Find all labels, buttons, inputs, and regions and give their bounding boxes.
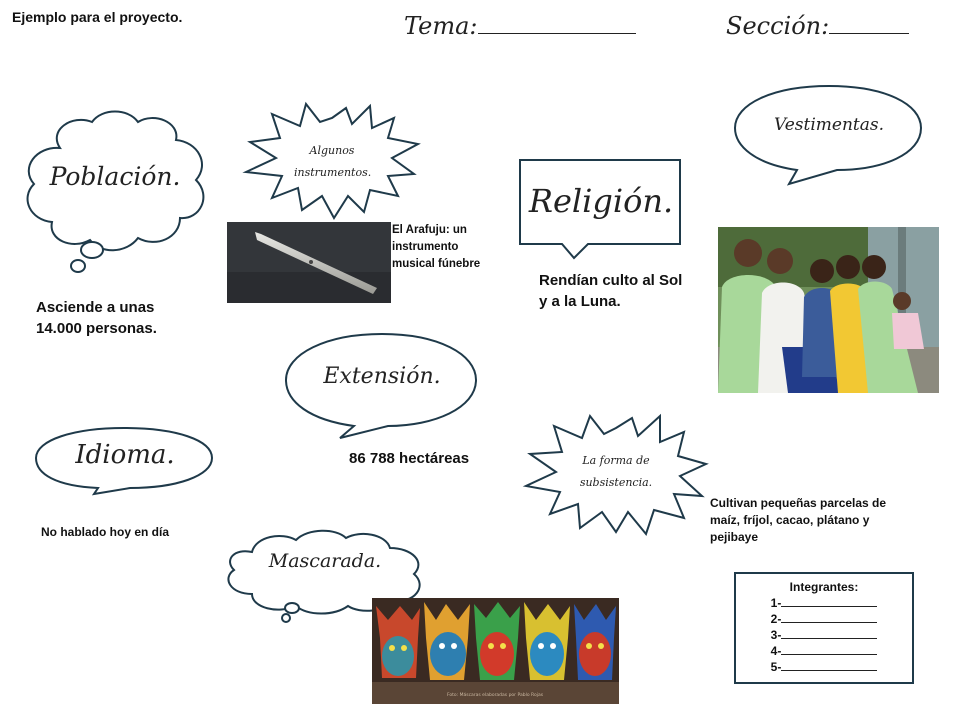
subsistencia-starburst bbox=[524, 412, 708, 536]
mascarada-photo bbox=[372, 598, 619, 704]
vestimentas-callout bbox=[733, 84, 925, 186]
idioma-text: No hablado hoy en día bbox=[41, 525, 170, 539]
mascarada-heading: Mascarada. bbox=[268, 550, 382, 572]
member-row-5 bbox=[736, 659, 912, 675]
poblacion-text: Asciende a unas 14.000 personas. bbox=[36, 299, 157, 337]
extension-text: 86 788 hectáreas bbox=[349, 450, 470, 467]
seccion-label: Sección: bbox=[726, 12, 830, 40]
member-blank bbox=[781, 629, 877, 639]
seccion-field bbox=[726, 12, 909, 40]
member-number: 4- bbox=[770, 644, 782, 658]
poblacion-cloud bbox=[20, 108, 210, 278]
tema-blank bbox=[478, 33, 636, 34]
subsistencia-text: Cultivan pequeñas parcelas de maíz, fríjol, cacao, plátano y pejibaye bbox=[710, 496, 887, 544]
flute-photo bbox=[227, 222, 391, 303]
members-box bbox=[734, 572, 914, 684]
subsistencia-heading: La forma de subsistencia. bbox=[579, 454, 653, 489]
idioma-callout bbox=[34, 426, 216, 522]
member-blank bbox=[781, 645, 877, 655]
instrumento-text: El Arafuju: un instrumento musical fúnebre bbox=[392, 224, 481, 270]
member-row-2 bbox=[736, 611, 912, 627]
members-title: Integrantes: bbox=[789, 580, 859, 594]
member-row-1 bbox=[736, 595, 912, 611]
member-blank bbox=[781, 613, 877, 623]
example-title: Ejemplo para el proyecto. bbox=[12, 9, 183, 25]
member-blank bbox=[781, 597, 877, 607]
instrumentos-heading: Algunos instrumentos. bbox=[294, 144, 372, 179]
tema-field bbox=[404, 12, 636, 40]
vestimentas-photo bbox=[718, 227, 939, 393]
religion-heading: Religión. bbox=[528, 182, 674, 220]
instrumentos-starburst bbox=[242, 100, 422, 220]
idioma-heading: Idioma. bbox=[75, 440, 175, 470]
poblacion-heading: Población. bbox=[49, 162, 181, 191]
religion-text: Rendían culto al Sol y a la Luna. bbox=[539, 272, 683, 310]
member-number: 5- bbox=[770, 660, 782, 674]
member-number: 2- bbox=[770, 612, 782, 626]
member-row-3 bbox=[736, 627, 912, 643]
tema-label: Tema: bbox=[404, 12, 478, 40]
masks-caption: Foto: Máscaras elaboradas por Pablo Rojas bbox=[446, 693, 544, 698]
religion-callout bbox=[518, 158, 684, 262]
vestimentas-heading: Vestimentas. bbox=[774, 115, 884, 135]
member-number: 1- bbox=[770, 596, 782, 610]
seccion-blank bbox=[829, 33, 909, 34]
member-row-4 bbox=[736, 643, 912, 659]
member-blank bbox=[781, 661, 877, 671]
extension-callout bbox=[284, 332, 480, 440]
member-number: 3- bbox=[770, 628, 782, 642]
extension-heading: Extensión. bbox=[323, 364, 441, 389]
